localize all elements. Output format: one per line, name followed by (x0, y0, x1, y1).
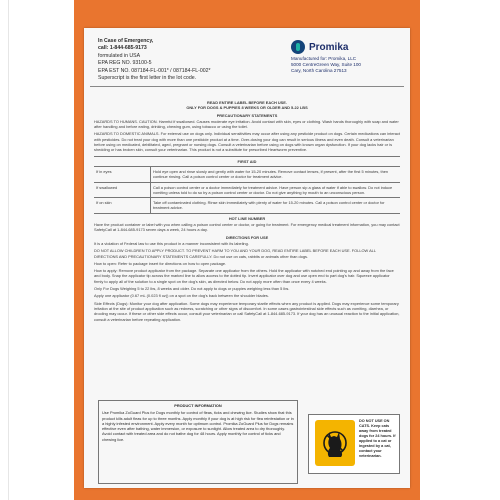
dog-weight-notice: ONLY FOR DOGS & PUPPIES 8 WEEKS OR OLDER AND 5-22 LBS (186, 105, 308, 111)
cat-warning-text: DO NOT USE ON CATS. Keep cats away from treated dogs for 24 hours. If applied to a cat or ingested by a cat, contact your veterinarian. (359, 419, 396, 458)
hotline-title: HOT LINE NUMBER (228, 215, 266, 221)
first-aid-value: Hold eye open and rinse slowly and gently with water for 15-20 minutes. Remove contact lenses, if present, after the first 5 minutes, then continue rinsing. Call a poison control center or doctor for treatment advice. (151, 167, 401, 182)
brand-logo-icon (291, 40, 305, 54)
first-aid-title: FIRST AID (94, 156, 400, 167)
product-label (84, 28, 410, 488)
manufacturer-text (291, 56, 399, 74)
hotline-text: Have the product container or label with you when calling a poison control center or doctor, or going for treatment. For emergency medical treatment information, you may contact SafetyCall at 1-844-685-9173 seven days a week, 24 hours a day. (94, 222, 400, 233)
do-not-allow-text: DO NOT ALLOW CHILDREN TO APPLY PRODUCT. TO PREVENT HARM TO YOU AND YOUR DOG, READ ENTIRE LABEL BEFORE EACH USE. FOLLOW ALL DIRECTIONS AND PRECAUTIONARY STATEMENTS CAREFULLY. Do not use on cats, rabbits or animals other than dogs. (94, 248, 376, 259)
first-aid-key: If on skin (94, 198, 151, 214)
product-info-title: PRODUCT INFORMATION (174, 403, 222, 408)
first-aid-value: Call a poison control center or a doctor immediately for treatment advice. Have person sip a glass of water if able to swallow. Do not induce vomiting unless told to do so by a poison control center or doctor. Do not give anything by mouth to an unconscious person. (151, 182, 401, 198)
violation-text: It is a violation of Federal law to use this product in a manner inconsistent with its labeling. (94, 240, 249, 246)
directions-title: DIRECTIONS FOR USE (225, 234, 269, 240)
emergency-info (98, 38, 268, 82)
hazards-humans: HAZARDS TO HUMANS. CAUTION. Harmful if swallowed. Causes moderate eye irritation. Avoid contact with skin, eyes or clothing. Wash hands thoroughly with soap and water after handling and before eating, drinking, chewing gum, using tobacco or using the toilet. (94, 118, 399, 130)
brand-name: Promika (309, 41, 349, 53)
epa-est: EPA EST NO. 087184-FL-001* / 087184-FL-002* (98, 67, 211, 74)
table-row (94, 198, 400, 214)
cat-silhouette-icon (323, 428, 347, 458)
manufacturer-block (291, 40, 399, 74)
cat-warning-box (308, 414, 400, 474)
product-info-text: Use Promika ZoGuard Plus for Dogs monthly for control of fleas, ticks and chewing lice. Studies show that this product kills adult fleas for up to three months. Apply monthly if your dog is at high risk for flea reinfestation or in a highly infested environment. Apply every month for optimum control. Promika ZoGuard Plus for Dogs remains effective even after bathing, water immersion, or exposure to sunlight. Allow treated area to dry thoroughly. Avoid contact with treated area and do not bathe dog for 48 hours. Apply monthly for control of ticks and chewing lice. (102, 410, 294, 442)
made-in: formulated in USA (98, 52, 141, 59)
no-cat-icon (315, 420, 355, 466)
address-line2: Cary, North Carolina 27513 (291, 68, 347, 73)
table-row (94, 182, 400, 198)
first-aid-key: If in eyes (94, 167, 151, 182)
precautionary-title: PRECAUTIONARY STATEMENTS (216, 112, 278, 118)
side-effects-text: Side Effects (Dogs): Monitor your dog after application. Some dogs may experience temporary startle effects when any product is applied. Dogs may experience some temporary irritation at the site of product application such as redness, scratching or other signs of discomfort. In some cases gastrointestinal side effects such as vomiting, diarrhea, or drooling may occur. If these or other side effects occur, consult your veterinarian or call SafetyCall at 1-844-685-9173. If your dog has an unusual reaction to the initial application, consult a veterinarian before repeating application. (94, 300, 400, 322)
right-frame (494, 0, 500, 500)
first-aid-value: Take off contaminated clothing. Rinse skin immediately with plenty of water for 15-20 minutes. Call a poison control center or doctor for treatment advice. (151, 198, 401, 214)
epa-reg: EPA REG NO. 93100-5 (98, 60, 152, 67)
bottom-section (94, 400, 400, 484)
table-row (94, 167, 400, 182)
how-to-open-text: How to open: Refer to package insert for directions on how to open package. (94, 260, 227, 266)
address-line1: 5000 CentreGreen Way, Suite 100 (291, 62, 361, 67)
only-for-text: Only For Dogs Weighing 5 to 22 lbs, 8 weeks and older. Do not apply to dogs or puppies weighing less than 5 lbs. (94, 286, 290, 292)
superscript-note: Superscript is the first letter in the lot code. (98, 75, 197, 82)
label-body (94, 100, 400, 324)
first-aid-key: If swallowed (94, 182, 151, 198)
brand-logo (291, 40, 399, 54)
manufacturer-line: Manufactured for: Promika, LLC (291, 56, 357, 61)
first-aid-table (94, 167, 400, 214)
apply-amount-text: Apply one applicator (0.67 mL (0.023 fl oz)) on a spot on the dog's back between the shoulder blades. (94, 293, 269, 299)
product-info-box (98, 400, 298, 484)
left-frame (0, 0, 9, 500)
divider (90, 86, 404, 87)
emergency-phone: call: 1-844-685-9173 (98, 45, 147, 52)
read-label-notice: READ ENTIRE LABEL BEFORE EACH USE. (207, 100, 287, 105)
emergency-line1: In Case of Emergency, (98, 38, 154, 44)
how-to-apply-text: How to apply: Remove product applicator from the package. Separate one applicator from the others. Hold the applicator with notched end pointing up and away from the face and body. Snap the applicator tip across the marked line to allow access to the dotted tip. Invert applicator over dog and use open end to part dog's hair. Squeeze applicator firmly to apply all of the solution to a single spot on the dog's skin, as directed below. Do not apply more often than once every 4 weeks. (94, 268, 394, 284)
hazards-animals: HAZARDS TO DOMESTIC ANIMALS. For external use on dogs only. Individual sensitivities may occur after using any pesticide product on dogs. Certain medications can interact with pesticides. Do not treat your dog with more than one pesticide product at a time. Over-dosing your dog can result in serious illness and even death. Consult a veterinarian before using on medicated, debilitated, aged, pregnant or nursing dogs. Consult a veterinarian before using on dogs with known organ dysfunction. If your dog lacks hair or is shedding or has broken skin, consult your veterinarian. This product is not a substitute for prescribed Heartworm preventive. (94, 131, 400, 153)
